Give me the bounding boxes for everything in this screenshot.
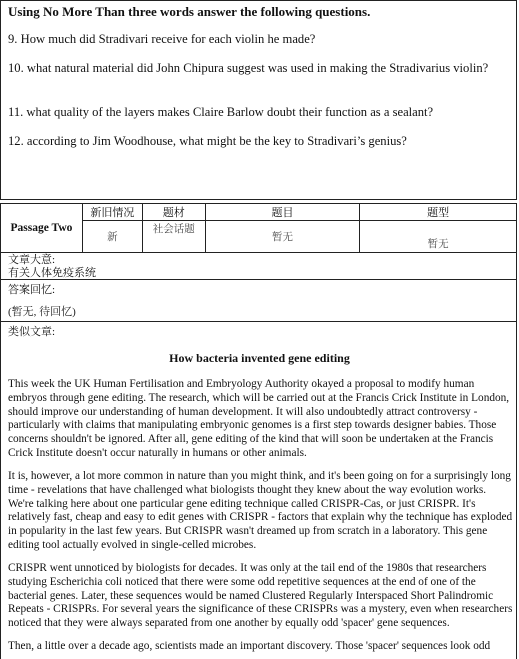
recall-text: (暂无, 待回忆) [8, 306, 76, 318]
article-paragraph-4: Then, a little over a decade ago, scientists made an important discovery. Those 'spacer' sequences look odd [8, 640, 491, 652]
value-title: 暂无 [205, 221, 360, 253]
question-11: 11. what quality of the layers makes Claire Barlow doubt their function as a sealant? [8, 105, 434, 119]
header-status: 新旧情况 [82, 204, 142, 221]
similar-label: 类似文章: [8, 326, 56, 338]
header-title: 题目 [205, 204, 360, 221]
article-paragraph-3: CRISPR went unnoticed by biologists for decades. It was only at the tail end of the 1980s that researchers studying Escherichia coli noticed that there were some odd repetitive sequences at the end of one of the bacterial genes. Later, these sequences would be named Clustered Regularly Interspaced Short Palindromic Repeats - CRISPRs. For several years the significance of these CRISPRs was a mystery, even when researchers noticed that they were always separated from one another by equally odd 'spacer' gene sequences. [8, 562, 513, 630]
header-topic: 题材 [142, 204, 205, 221]
header-type: 题型 [360, 204, 517, 221]
questions-heading: Using No More Than three words answer the following questions. [8, 4, 371, 19]
value-topic: 社会话题 [142, 221, 205, 253]
recall-label: 答案回忆: [8, 284, 56, 296]
article-title: How bacteria invented gene editing [169, 351, 350, 365]
value-type: 暂无 [360, 221, 517, 253]
summary-label: 文章大意: [8, 254, 56, 266]
recall-section [0, 280, 517, 322]
question-9: 9. How much did Stradivari receive for each violin he made? [8, 32, 316, 46]
question-12: 12. according to Jim Woodhouse, what might be the key to Stradivari’s genius? [8, 134, 407, 148]
questions-box [0, 0, 517, 200]
passage-info-table [0, 203, 517, 253]
passage-label: Passage Two [1, 204, 83, 253]
question-10: 10. what natural material did John Chipura suggest was used in making the Stradivarius violin? [8, 61, 489, 75]
summary-text: 有关人体免疫系统 [8, 267, 96, 279]
article-paragraph-1: This week the UK Human Fertilisation and Embryology Authority okayed a proposal to modify human embryos through gene editing. The research, which will be carried out at the Francis Crick Institute in London, should improve our understanding of human development. It will also undoubtedly attract controversy - particularly with claims that manipulating embryonic genomes is a first step towards designer babies. Those concerns shouldn't be ignored. After all, gene editing of the kind that will soon be undertaken at the Francis Crick Institute doesn't occur naturally in humans or other animals. [8, 378, 510, 459]
summary-section [0, 250, 517, 280]
value-status: 新 [82, 221, 142, 253]
article-paragraph-2: It is, however, a lot more common in nature than you might think, and it's been going on for a surprisingly long time - revelations that have challenged what biologists thought they knew about the way evolution works. We're talking here about one particular gene editing technique called CRISPR-Cas, or just CRISPR. It's relatively fast, cheap and easy to edit genes with CRISPR - factors that explain why the technique has exploded in popularity in the last few years. But CRISPR wasn't dreamed up from scratch in a laboratory. This gene editing tool actually evolved in single-celled microbes. [8, 470, 513, 551]
similar-article-section [0, 322, 517, 659]
